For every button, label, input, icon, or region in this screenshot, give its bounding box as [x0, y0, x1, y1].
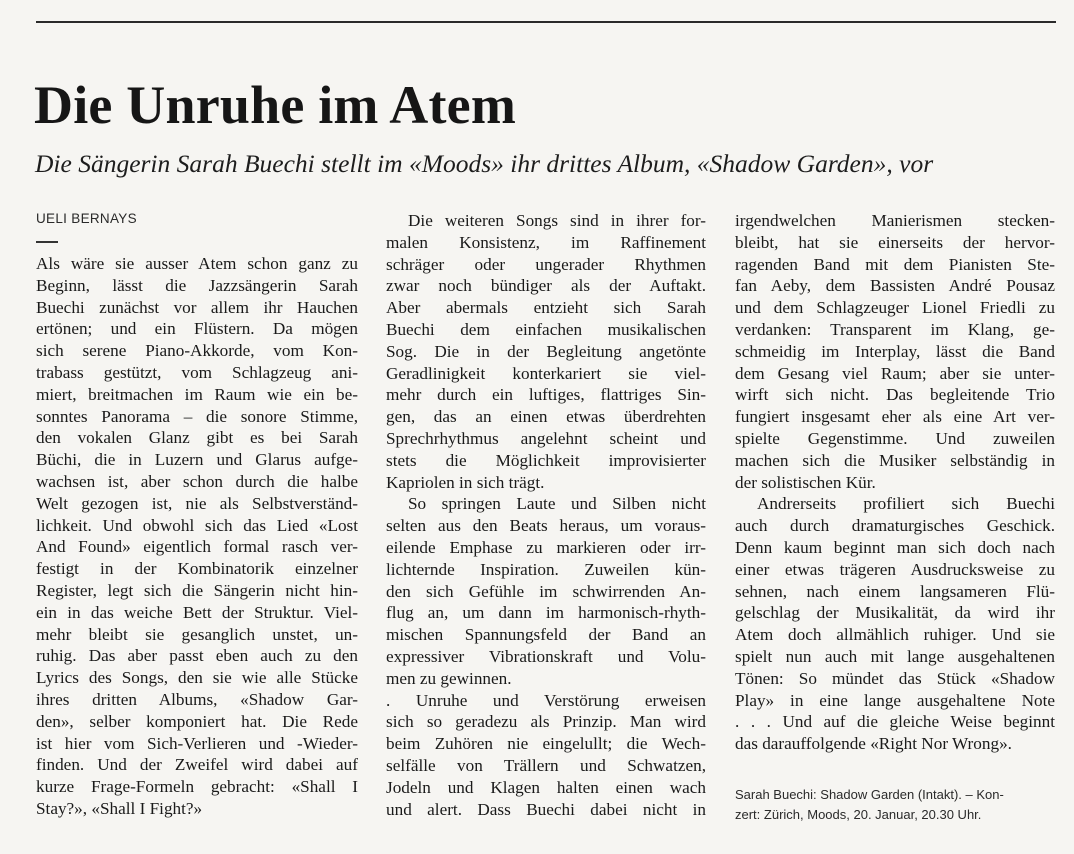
text-line: Die weiteren Songs sind in ihrer for- [408, 211, 706, 230]
album-footnote [735, 785, 1055, 825]
text-line: ragenden Band mit dem Pianisten Ste- [735, 254, 1055, 274]
byline: UELI BERNAYS [36, 211, 137, 226]
text-line: ein in das weiche Bett der Struktur. Viel- [36, 602, 358, 622]
text-line: irgendwelchen Manierismen stecken- [735, 211, 1055, 230]
byline-rule [36, 241, 58, 243]
text-line: Buechi dem einfachen musikalischen [386, 319, 706, 339]
text-line: und alert. Dass Buechi dabei nicht in [386, 799, 706, 819]
text-line: den», selber komponiert hat. Die Rede [36, 711, 358, 731]
text-line: Kapriolen in sich trägt. [386, 472, 545, 492]
text-line: festigt in der Kombinatorik einzelner [36, 559, 358, 579]
text-line: Tönen: So mündet das Stück «Shadow [735, 668, 1055, 688]
text-line: Jodeln und Klagen halten einen wach [386, 777, 706, 797]
text-line: trabass gestützt, vom Schlagzeug ani- [36, 362, 358, 382]
footnote-line: Sarah Buechi: Shadow Garden (Intakt). – Kon- [735, 787, 1004, 802]
text-line: den vokalen Glanz gibt es bei Sarah [36, 428, 358, 448]
text-line: der solistischen Kür. [735, 472, 876, 492]
text-line: mischen Spannungsfeld der Band an [386, 625, 706, 645]
text-line: ihres dritten Albums, «Shadow Gar- [36, 689, 358, 709]
text-line: spielte Gegenstimme. Und zuweilen [735, 428, 1055, 448]
text-line: dem Gesang viel Raum; aber sie unter- [735, 363, 1055, 383]
text-line: Andrerseits profiliert sich Buechi [757, 494, 1055, 514]
text-line: stets die Möglichkeit improvisierter [386, 450, 706, 470]
top-rule [36, 21, 1056, 23]
text-line: Welt gezogen ist, nie als Selbstverständ- [36, 493, 358, 513]
text-line: . . . Und auf die gleiche Weise beginnt [735, 712, 1055, 732]
text-line: Denn kaum beginnt man sich doch nach [735, 537, 1055, 557]
text-line: Aber abermals entzieht sich Sarah [386, 298, 706, 318]
text-line: wirft sich nicht. Das begleitende Trio [735, 385, 1055, 405]
text-line: Atem doch allmählich ruhiger. Und sie [735, 625, 1055, 645]
text-line: zwar noch bündiger als der Auftakt. [386, 276, 706, 296]
text-line: eilende Emphase zu markieren oder irr- [386, 537, 706, 557]
text-line: kurze Frage-Formeln gebracht: «Shall I [36, 777, 358, 797]
text-line: schräger oder ungerader Rhythmen [386, 254, 706, 274]
text-line: schmeidig im Interplay, lässt die Band [735, 341, 1055, 361]
text-line: das darauffolgende «Right Nor Wrong». [735, 734, 1012, 754]
text-line: Geradlinigkeit konterkariert sie viel- [386, 363, 706, 383]
text-line: machen sich die Musiker selbständig in [735, 450, 1055, 470]
text-line: Sog. Die in der Begleitung angetönte [386, 341, 706, 361]
text-line: gelschlag der Musikalität, da wird ihr [735, 603, 1055, 623]
text-line: verdanken: Transparent im Klang, ge- [735, 319, 1055, 339]
subtitle: Die Sängerin Sarah Buechi stellt im «Moods» ihr drittes Album, «Shadow Garden», vor [35, 149, 934, 178]
text-line: auch durch dramaturgisches Geschick. [735, 516, 1055, 536]
article-column-1 [36, 253, 358, 820]
text-line: sehnen, nach einem langsameren Flü- [735, 581, 1055, 601]
text-line: Beginn, lässt die Jazzsängerin Sarah [36, 275, 358, 295]
text-line: gen, das an einen etwas überdrehten [386, 407, 706, 427]
text-line: spielt nun auch mit lange ausgehaltenen [735, 646, 1055, 666]
article-column-3 [735, 210, 1055, 755]
text-line: Als wäre sie ausser Atem schon ganz zu [36, 254, 358, 273]
text-line: lichkeit. Und obwohl sich das Lied «Lost [36, 515, 358, 535]
text-line: ruhig. Das aber passt eben auch zu den [36, 646, 358, 666]
text-line: sich serene Piano-Akkorde, vom Kon- [36, 341, 358, 361]
text-line: Stay?», «Shall I Fight?» [36, 798, 203, 818]
text-line: den sich Gefühle im schwirrenden An- [386, 581, 706, 601]
text-line: wachsen ist, aber schon durch die halbe [36, 471, 358, 491]
text-line: Register, legt sich die Sängerin nicht hin- [36, 580, 358, 600]
text-line: Büchi, die in Luzern und Glarus aufge- [36, 450, 358, 470]
headline: Die Unruhe im Atem [34, 75, 517, 135]
text-line: lichternde Inspiration. Zuweilen kün- [386, 559, 706, 579]
text-line: flug an, um dann im harmonisch-rhyth- [386, 603, 706, 623]
text-line: sich so geradezu als Prinzip. Man wird [386, 712, 706, 732]
text-line: malen Konsistenz, im Raffinement [386, 232, 706, 252]
text-line: sonntes Panorama – die sonore Stimme, [36, 406, 358, 426]
text-line: ertönen; und ein Flüstern. Da mögen [36, 319, 358, 339]
text-line: bleibt, hat sie einerseits der hervor- [735, 232, 1055, 252]
text-line: mehr bleibt sie gesanglich unstet, un- [36, 624, 358, 644]
text-line: selfälle von Trällern und Schwatzen, [386, 755, 706, 775]
text-line: fungiert insgesamt eher als eine Art ver- [735, 407, 1055, 427]
text-line: und dem Schlagzeuger Lionel Friedli zu [735, 298, 1055, 318]
text-line: And Found» eigentlich formal rasch ver- [36, 537, 358, 557]
text-line: Sprechrhythmus angelehnt scheint und [386, 428, 706, 448]
article-column-2 [386, 210, 706, 820]
text-line: mehr durch ein luftiges, flattriges Sin- [386, 385, 706, 405]
text-line: fan Aeby, dem Bassisten André Pousaz [735, 276, 1055, 296]
text-line: selten aus den Beats heraus, um voraus- [386, 516, 706, 536]
text-line: miert, breitmachen im Raum wie ein be- [36, 384, 358, 404]
text-line: So springen Laute und Silben nicht [408, 494, 706, 514]
text-line: ist hier vom Sich-Verlieren und -Wieder- [36, 733, 358, 753]
text-line: beim Zuhören nie eingelullt; die Wech- [386, 734, 706, 754]
text-line: expressiver Vibrationskraft und Volu- [386, 646, 706, 666]
footnote-line: zert: Zürich, Moods, 20. Januar, 20.30 Uhr. [735, 807, 982, 822]
text-line: Buechi zunächst vor allem ihr Hauchen [36, 297, 358, 317]
text-line: einer etwas trägeren Ausdrucksweise zu [735, 559, 1055, 579]
text-line: . Unruhe und Verstörung erweisen [386, 690, 706, 710]
text-line: finden. Und der Zweifel wird dabei auf [36, 755, 358, 775]
text-line: Lyrics des Songs, den sie wie alle Stücke [36, 668, 358, 688]
text-line: men zu gewinnen. [386, 668, 512, 688]
text-line: Play» in eine lange ausgehaltene Note [735, 690, 1055, 710]
